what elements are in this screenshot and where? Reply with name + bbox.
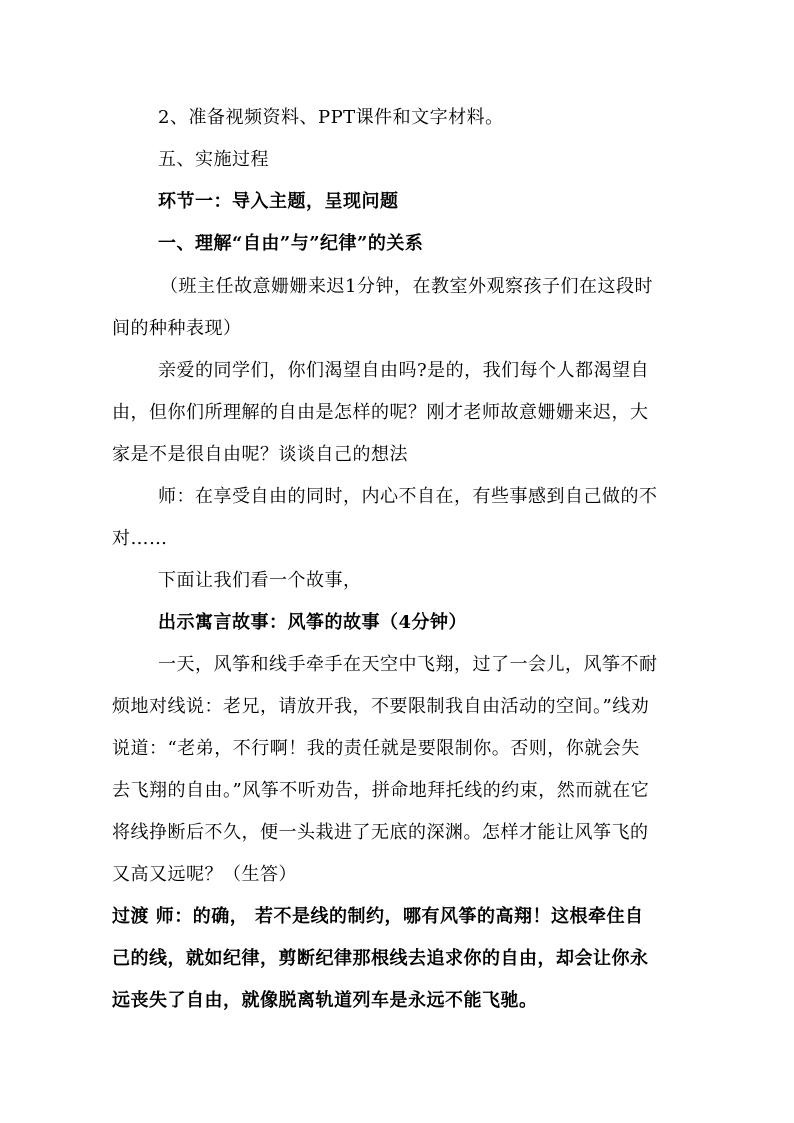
text-line: 烦地对线说：老兄，请放开我，不要限制我自由活动的空间。”线劝 <box>112 696 650 717</box>
transition-line: 过渡 师：的确， 若不是线的制约，哪有风筝的高翔！这根牵住自 <box>112 906 644 927</box>
text-line: 家是不是很自由呢？谈谈自己的想法 <box>112 444 408 465</box>
text-line: 下面让我们看一个故事， <box>158 570 362 591</box>
text-line: 又高又远呢？（生答） <box>112 864 297 885</box>
section-heading-implementation: 五、实施过程 <box>158 149 269 170</box>
text-line: 一天，风筝和线手牵手在天空中飞翔，过了一会儿，风筝不耐 <box>158 654 658 675</box>
text-line: 对…… <box>112 528 168 549</box>
transition-line: 远丧失了自由，就像脱离轨道列车是永远不能飞驰。 <box>112 990 538 1011</box>
transition-line: 己的线，就如纪律，剪断纪律那根线去追求你的自由，却会让你永 <box>112 948 649 969</box>
text-line: 由，但你们所理解的自由是怎样的呢？刚才老师故意姗姗来迟，大 <box>112 402 649 423</box>
text-line: 师：在享受自由的同时，内心不自在，有些事感到自己做的不 <box>158 486 658 507</box>
text-line: 将线挣断后不久，便一头栽进了无底的深渊。怎样才能让风筝飞的 <box>112 822 649 843</box>
text-line: （班主任故意姗姗来迟1分钟，在教室外观察孩子们在这段时 <box>160 276 653 297</box>
text-line: 间的种种表现） <box>112 318 242 339</box>
stage-heading-one: 环节一：导入主题，呈现问题 <box>158 191 399 212</box>
subheading-freedom-discipline: 一、理解“自由”与”纪律”的关系 <box>158 233 424 254</box>
text-line: 去飞翔的自由。”风筝不听劝告，拼命地拜托线的约束，然而就在它 <box>112 780 650 801</box>
story-heading: 出示寓言故事：风筝的故事（4分钟） <box>158 612 468 633</box>
text-line: 亲爱的同学们，你们渴望自由吗?是的，我们每个人都渴望自 <box>158 360 650 381</box>
text-line: 说道：“老弟，不行啊！我的责任就是要限制你。否则，你就会失 <box>112 738 640 759</box>
text-line-materials: 2、准备视频资料、PPT课件和文字材料。 <box>158 107 504 128</box>
